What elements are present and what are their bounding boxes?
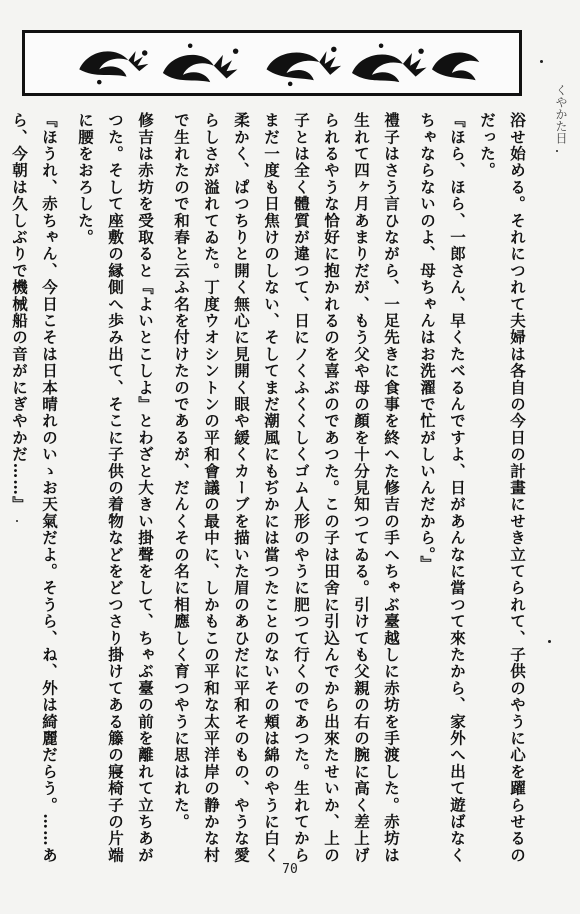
margin-note: くやかた日 (554, 84, 568, 144)
ink-speck (548, 640, 551, 643)
paragraph: 『ほら、ほら、一郎さん、早くたべるんですよ、日があんなに當つて來たから、家外へ出て遊ばなくちゃならないのよ、母ちゃんはお洗濯で忙がしいんだから。』 (418, 112, 467, 864)
page-number: 70 (282, 862, 298, 877)
paragraph: 浴せ始める。それにつれて夫婦は各自の今日の計畫にせき立てられて、子供のやうに心を躍らせるのだった。 (478, 112, 527, 864)
ornamental-banner (22, 30, 522, 96)
ink-speck (16, 520, 18, 522)
body-text (10, 112, 532, 864)
paragraph: 修吉は赤坊を受取ると『よいとこしよ』とわざと大きい掛聲をして、ちゃぶ臺の前を離れて立ちあがつた。そして座敷の縁側へ歩み出て、そこに子供の着物などをどつさり掛けてある籐の寢椅子の片端に腰をおろした。 (76, 112, 155, 864)
ink-speck (556, 150, 558, 152)
paragraph: 『ほうれ、赤ちゃん、今日こそは日本晴れのいゝお天氣だよ。そうら、ね、外は綺麗だらう。……あら、今朝は久しぶりで機械船の音がにぎやかだ……』 (10, 112, 59, 864)
ink-speck (540, 60, 543, 63)
paragraph: 禮子はさう言ひながら、一足先きに食事を終へた修吉の手へちゃぶ臺越しに赤坊を手渡した。赤坊は生れて四ヶ月あまりだが、もう父や母の顏を十分見知つてゐる。引けても父親の右の腕に高く差上げられるやうな恰好に抱かれるのを喜ぶのであつた。この子は田舍に引込んでから出來たせいか、上の子とは全く體質が違つて、日にノくふくくしくゴム人形のやうに肥つて行くのであつた。生れてからまだ一度も日焦けのしない、そしてまだ潮風にもぢかには當つたことのないその頬は綿のやうに白く柔かく、ぱつちりと開く無心に見開く眼や緩くカーブを描いた眉のあひだに平和そのもの、やうな愛らしさが溢れてゐた。丁度ウオシントンの平和會議の最中に、しかもこの平和な太平洋岸の静かな村で生れたので和春と云ふ名を付けたのであるが、だんくその名に相應しく育つやうに思はれた。 (172, 112, 401, 864)
flourish-ornament-icon (25, 33, 519, 93)
